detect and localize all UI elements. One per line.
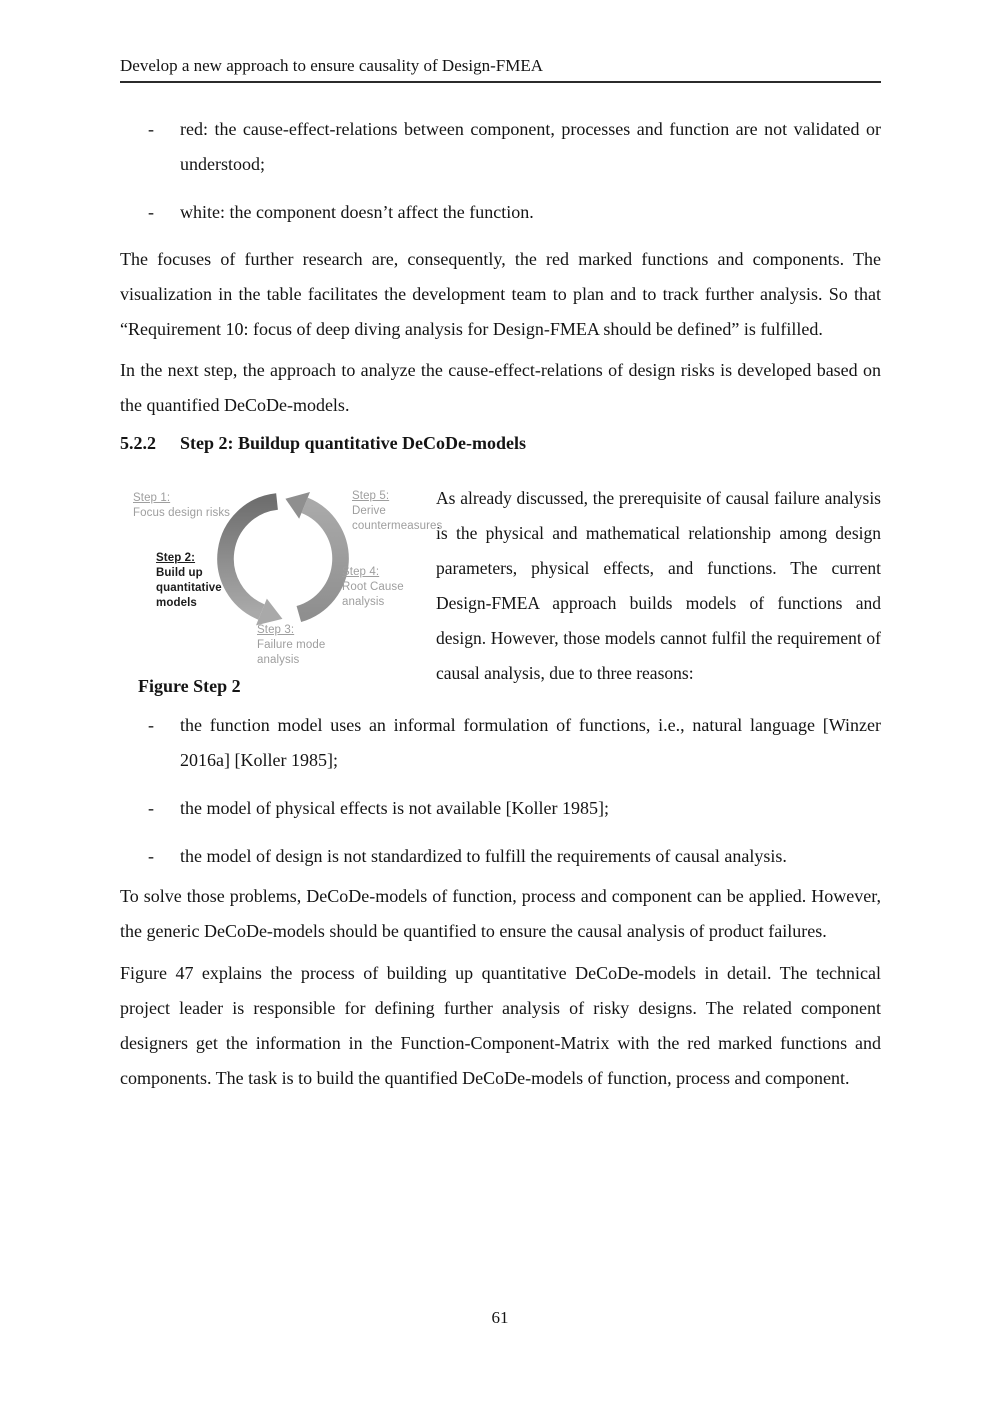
bullet-dash: - xyxy=(148,202,154,222)
bullet-dash: - xyxy=(148,846,154,866)
figure-step-label-3 xyxy=(257,623,345,668)
step-text: Build up quantitative models xyxy=(156,567,222,609)
step-label: Step 3: xyxy=(257,624,295,636)
cycle-diagram xyxy=(120,481,443,667)
running-header-text: Develop a new approach to ensure causality of Design-FMEA xyxy=(120,56,543,75)
list-item xyxy=(120,195,881,230)
paragraph: Figure 47 explains the process of building up quantitative DeCoDe-models in detail. The technical project leader is responsible for defining further analysis of risky designs. The related component designers get the information in the Function-Component-Matrix with the red marked functions and components. The task is to build the quantified DeCoDe-models of function, process and component. xyxy=(120,963,881,1088)
step-label: Step 1: xyxy=(133,492,171,504)
step-text: Focus design risks xyxy=(133,507,231,519)
list-item xyxy=(120,791,881,826)
step-label: Step 2: xyxy=(156,552,196,564)
step-text: Root Cause analysis xyxy=(342,581,404,608)
step-text: Derive countermeasures xyxy=(352,505,443,532)
figure-step-label-4 xyxy=(342,565,420,610)
list-item-text: the model of physical effects is not available [Koller 1985]; xyxy=(180,798,610,818)
bullet-dash: - xyxy=(148,715,154,735)
step-label: Step 4: xyxy=(342,566,380,578)
figure-step-cycle xyxy=(120,481,443,698)
cycle-arrow-right xyxy=(299,505,341,614)
step-label: Step 5: xyxy=(352,490,390,502)
paragraph: The focuses of further research are, consequently, the red marked functions and components. The visualization in the table facilitates the development team to plan and to track further analysis. So that “Requirement 10: focus of deep diving analysis for Design-FMEA should be defined” is fulfilled. xyxy=(120,249,881,339)
list-item-text: red: the cause-effect-relations between component, processes and function are not validated or understood; xyxy=(180,119,881,174)
list-item-text: the function model uses an informal formulation of functions, i.e., natural language [Winzer 2016a] [Koller 1985]; xyxy=(180,715,881,770)
figure-step-label-2 xyxy=(156,551,236,611)
list-item-text: white: the component doesn’t affect the function. xyxy=(180,202,534,222)
bullet-dash: - xyxy=(148,798,154,818)
list-item xyxy=(120,112,881,182)
running-header xyxy=(120,0,881,83)
bullet-list-color-legend xyxy=(120,112,881,230)
bullet-dash: - xyxy=(148,119,154,139)
bullet-list-three-reasons xyxy=(120,708,881,874)
section-number: 5.2.2 xyxy=(120,433,156,453)
figure-step-label-5 xyxy=(352,489,452,534)
section-heading xyxy=(120,432,881,454)
section-title: Step 2: Buildup quantitative DeCoDe-models xyxy=(180,433,527,453)
paragraph: To solve those problems, DeCoDe-models of function, process and component can be applied. However, the generic DeCoDe-models should be quantified to ensure the causal analysis of product failures. xyxy=(120,886,881,941)
list-item xyxy=(120,708,881,778)
paragraph-beside-figure: As already discussed, the prerequisite of causal failure analysis is the physical and mathematical relationship among design parameters, physical effects, and functions. The current Design-FMEA approach builds models of functions and design. However, those models cannot fulfil the requirement of causal analysis, due to three reasons: xyxy=(436,488,881,683)
figure-caption: Figure Step 2 xyxy=(138,676,241,696)
list-item xyxy=(120,839,881,874)
step-text: Failure mode analysis xyxy=(257,639,326,666)
page-number: 61 xyxy=(491,1308,509,1327)
figure-step-label-1 xyxy=(133,491,248,521)
paragraph: In the next step, the approach to analyze the cause-effect-relations of design risks is developed based on the quantified DeCoDe-models. xyxy=(120,360,881,415)
list-item-text: the model of design is not standardized to fulfill the requirements of causal analysis. xyxy=(180,846,787,866)
figure-and-text-row xyxy=(120,481,881,698)
